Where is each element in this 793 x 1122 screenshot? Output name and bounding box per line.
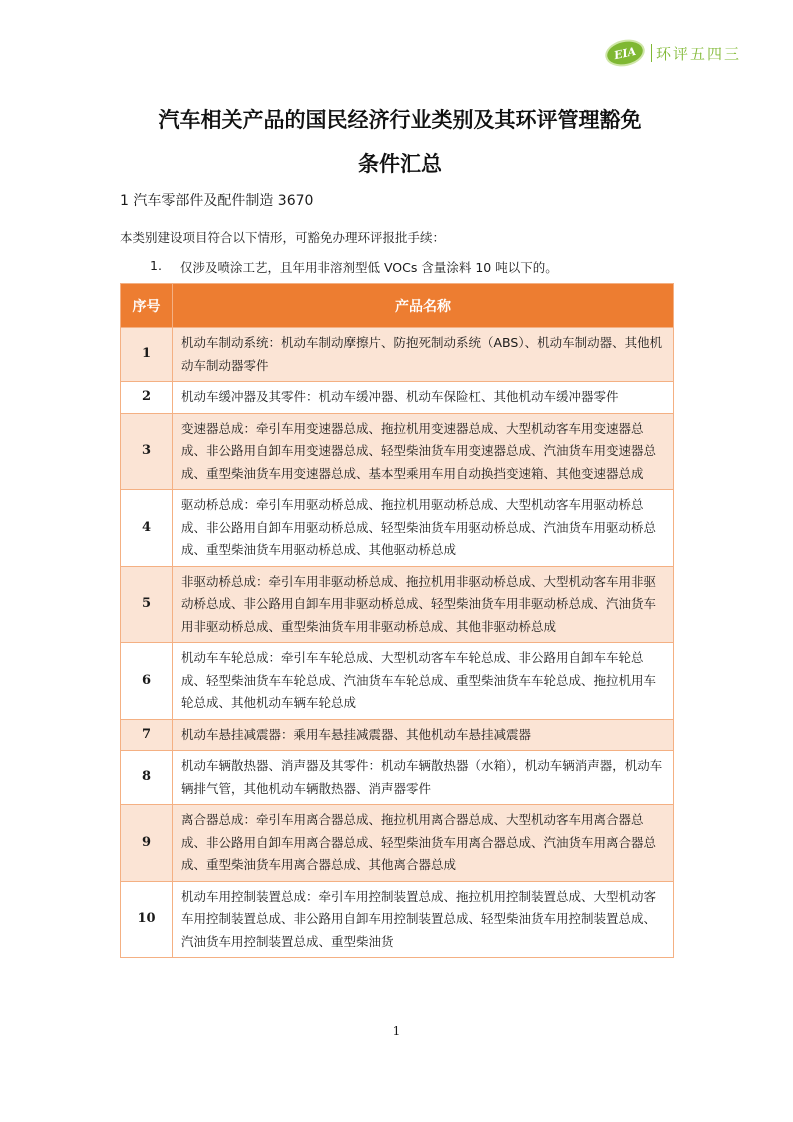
table-row	[121, 328, 674, 382]
row-index: 5	[121, 566, 173, 643]
product-table	[120, 283, 674, 958]
document-title-line-2: 条件汇总	[358, 151, 442, 176]
table-row	[121, 643, 674, 720]
logo-text: 环评五四三	[656, 44, 742, 63]
table-row	[121, 805, 674, 882]
document-title-line-1: 汽车相关产品的国民经济行业类别及其环评管理豁免	[158, 107, 642, 132]
row-product-text: 机动车缓冲器及其零件：机动车缓冲器、机动车保险杠、其他机动车缓冲器零件	[173, 382, 674, 414]
logo-divider	[651, 44, 652, 62]
column-header-product-name: 产品名称	[173, 284, 674, 328]
row-index: 2	[121, 382, 173, 414]
row-index: 6	[121, 643, 173, 720]
table-row	[121, 490, 674, 567]
condition-text: 仅涉及喷涂工艺，且年用非溶剂型低 VOCs 含量涂料 10 吨以下的。	[180, 260, 558, 275]
row-product-text: 机动车用控制装置总成：牵引车用控制装置总成、拖拉机用控制装置总成、大型机动客车用控制装置总成、非公路用自卸车用控制装置总成、轻型柴油货车用控制装置总成、汽油货车用控制装置总成、重型柴油货	[173, 881, 674, 958]
column-header-index: 序号	[121, 284, 173, 328]
table-row	[121, 382, 674, 414]
page-number: 1	[392, 1024, 401, 1038]
row-index: 1	[121, 328, 173, 382]
row-index: 4	[121, 490, 173, 567]
intro-paragraph: 本类别建设项目符合以下情形，可豁免办理环评报批手续：	[120, 230, 446, 245]
row-product-text: 机动车车轮总成：牵引车车轮总成、大型机动客车车轮总成、非公路用自卸车车轮总成、轻型柴油货车车轮总成、汽油货车车轮总成、重型柴油货车车轮总成、拖拉机用车轮总成、其他机动车辆车轮总成	[173, 643, 674, 720]
row-index: 8	[121, 751, 173, 805]
row-product-text: 机动车辆散热器、消声器及其零件：机动车辆散热器（水箱），机动车辆消声器，机动车辆排气管，其他机动车辆散热器、消声器零件	[173, 751, 674, 805]
row-product-text: 离合器总成：牵引车用离合器总成、拖拉机用离合器总成、大型机动客车用离合器总成、非公路用自卸车用离合器总成、轻型柴油货车用离合器总成、汽油货车用离合器总成、重型柴油货车用离合器总成、其他离合器总成	[173, 805, 674, 882]
row-index: 10	[121, 881, 173, 958]
header-logo	[607, 40, 741, 66]
condition-number: 1.	[150, 258, 162, 273]
row-index: 7	[121, 719, 173, 751]
table-row	[121, 751, 674, 805]
condition-item	[150, 258, 558, 276]
row-product-text: 变速器总成：牵引车用变速器总成、拖拉机用变速器总成、大型机动客车用变速器总成、非公路用自卸车用变速器总成、轻型柴油货车用变速器总成、汽油货车用变速器总成、重型柴油货车用变速器总成、基本型乘用车用自动换挡变速箱、其他变速器总成	[173, 413, 674, 490]
table-row	[121, 719, 674, 751]
table-row	[121, 566, 674, 643]
eia-logo-icon: EIA	[605, 38, 645, 67]
section-heading: 1 汽车零部件及配件制造 3670	[120, 193, 314, 209]
table-row	[121, 881, 674, 958]
row-product-text: 机动车悬挂减震器：乘用车悬挂减震器、其他机动车悬挂减震器	[173, 719, 674, 751]
row-index: 3	[121, 413, 173, 490]
row-product-text: 机动车制动系统：机动车制动摩擦片、防抱死制动系统（ABS）、机动车制动器、其他机动车制动器零件	[173, 328, 674, 382]
table-header-row	[121, 284, 674, 328]
document-title	[110, 98, 690, 186]
row-index: 9	[121, 805, 173, 882]
product-table-container	[118, 283, 678, 1013]
table-row	[121, 413, 674, 490]
row-product-text: 非驱动桥总成：牵引车用非驱动桥总成、拖拉机用非驱动桥总成、大型机动客车用非驱动桥总成、非公路用自卸车用非驱动桥总成、轻型柴油货车用非驱动桥总成、汽油货车用非驱动桥总成、重型柴油货车用非驱动桥总成、其他非驱动桥总成	[173, 566, 674, 643]
row-product-text: 驱动桥总成：牵引车用驱动桥总成、拖拉机用驱动桥总成、大型机动客车用驱动桥总成、非公路用自卸车用驱动桥总成、轻型柴油货车用驱动桥总成、汽油货车用驱动桥总成、重型柴油货车用驱动桥总成、其他驱动桥总成	[173, 490, 674, 567]
